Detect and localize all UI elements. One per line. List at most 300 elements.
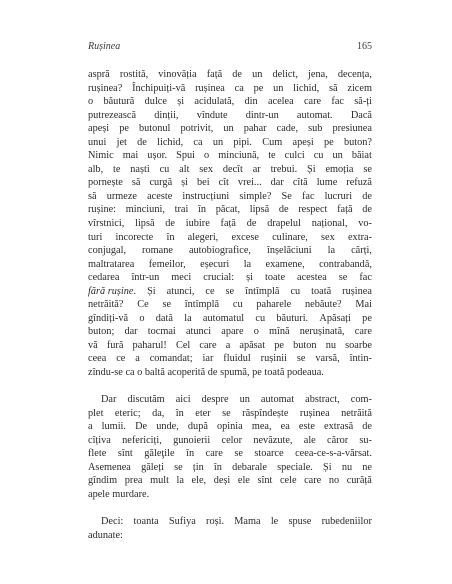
word: să: [131, 177, 141, 189]
word: băutură: [103, 96, 135, 108]
word: apăsat: [239, 339, 266, 351]
word: vo-: [358, 218, 372, 230]
word: întîmplă: [245, 285, 280, 297]
word: toate: [265, 272, 286, 284]
word: pe: [274, 339, 284, 351]
word: emoția: [325, 163, 354, 175]
word: cele: [279, 475, 297, 487]
word: alt: [179, 163, 190, 175]
word: pornește: [88, 177, 123, 189]
text-line: zîndu-se ca o baltă acoperită de spumă, pe toată podeaua.: [88, 367, 324, 379]
word: extrasă: [324, 421, 354, 433]
word: lipsă: [249, 204, 270, 216]
word: într-un: [131, 272, 160, 284]
word: rostită,: [119, 69, 149, 80]
word: opinia: [217, 421, 243, 433]
word: gîndim: [88, 475, 118, 487]
word: o: [253, 326, 259, 338]
text-line: [88, 339, 372, 353]
word: Se: [281, 190, 292, 202]
word: găleți: [141, 461, 164, 473]
word: examene,: [265, 258, 305, 270]
word: dar: [270, 177, 284, 189]
word: sex: [321, 231, 335, 243]
word: atunci: [185, 326, 212, 338]
word: aceste: [147, 190, 173, 202]
word: Mama: [234, 516, 261, 528]
word: plet: [88, 407, 104, 419]
word: ce: [116, 353, 126, 365]
word: alegeri,: [187, 231, 219, 243]
word: trai: [174, 204, 189, 216]
word: abstract,: [305, 394, 340, 406]
word: spuse: [288, 516, 312, 528]
word: în: [175, 407, 184, 419]
word: delict,: [272, 69, 298, 80]
text-line: [88, 149, 372, 163]
word: buton: [293, 339, 317, 351]
word: nu: [341, 461, 353, 473]
word: decît: [222, 163, 243, 175]
word: de: [362, 421, 372, 433]
word: te: [113, 163, 121, 175]
word: din: [244, 96, 258, 108]
word: su-: [359, 434, 372, 446]
word: fură: [106, 339, 124, 351]
word: se: [296, 353, 306, 365]
word: pe: [323, 136, 334, 148]
word: atunci,: [166, 285, 195, 297]
word: Nimic: [88, 150, 114, 162]
word: rușinea: [342, 285, 372, 297]
word: trebui.: [270, 163, 298, 175]
word: urmeze: [106, 190, 137, 202]
word: un: [223, 123, 234, 135]
word: dată: [155, 312, 173, 324]
page-number: 165: [357, 41, 372, 52]
word: un: [332, 150, 343, 162]
word: ușor.: [147, 150, 168, 162]
word: și: [177, 96, 185, 108]
word: cărți,: [351, 245, 372, 257]
word: ca: [193, 136, 203, 148]
paragraph-gap: [88, 502, 372, 516]
word: de: [362, 204, 372, 216]
text-line: [88, 325, 372, 339]
word: aici: [175, 394, 191, 406]
word: curgă: [149, 177, 173, 189]
word: paharul!: [132, 339, 167, 351]
word: la: [327, 245, 336, 257]
word: se: [338, 272, 348, 284]
text-line: [88, 298, 372, 312]
word: pe: [119, 123, 129, 135]
word: jet: [116, 136, 127, 148]
word: curăță: [346, 475, 372, 487]
word: păcat,: [215, 204, 241, 216]
word: aspră: [88, 69, 110, 80]
word: vîrstnici,: [88, 218, 125, 230]
word: ar: [252, 163, 261, 175]
word: fac: [301, 190, 315, 202]
word: turi: [88, 231, 103, 243]
word: zicem: [347, 82, 372, 94]
word: se: [162, 299, 172, 311]
word: soarbe: [345, 339, 372, 351]
word: Cum: [262, 136, 283, 148]
word: în: [166, 231, 175, 243]
word: sînt: [117, 448, 133, 460]
running-header: [88, 40, 372, 54]
word: dar: [124, 326, 138, 338]
word: se: [363, 163, 372, 175]
text-line: [88, 231, 372, 245]
text-line: [88, 515, 372, 529]
text-line: [88, 312, 372, 326]
word: cît: [218, 177, 229, 189]
word: instrucțiuni: [182, 190, 230, 202]
running-title: Rușinea: [88, 41, 121, 52]
word: vrei...: [237, 177, 262, 189]
word: să: [88, 190, 97, 202]
word: ceea-ce-s-a-vărsat.: [295, 448, 372, 460]
word: care: [304, 475, 322, 487]
word: Mai: [355, 299, 372, 311]
word: Asemenea: [88, 461, 131, 473]
word: buton?: [343, 136, 372, 148]
word: no: [328, 475, 340, 487]
word: Cel: [175, 339, 191, 351]
word: ceea: [88, 353, 107, 365]
word: o: [204, 150, 210, 162]
word: de: [232, 69, 242, 80]
word: lume: [316, 177, 338, 189]
text-line: [88, 352, 372, 366]
word: apare: [221, 326, 244, 338]
word: cîtă: [292, 177, 308, 189]
word: bei: [197, 177, 210, 189]
word: alb,: [88, 163, 104, 175]
word: varsă,: [315, 353, 340, 365]
word: pe: [253, 82, 264, 94]
text-line: [88, 122, 372, 136]
word: despre: [201, 394, 229, 406]
word: potrivit,: [180, 123, 214, 135]
word: mea,: [251, 421, 272, 433]
word: autobiografice,: [188, 245, 251, 257]
word: extra-: [347, 231, 372, 243]
word: cade,: [276, 123, 299, 135]
word: Sufiya: [168, 516, 196, 528]
word: decența,: [337, 69, 372, 80]
word: de: [137, 136, 147, 148]
paragraph-gap: [88, 380, 372, 394]
word: ele: [237, 475, 250, 487]
word: în: [213, 461, 222, 473]
word: unde,: [156, 421, 179, 433]
word: contrabandă,: [319, 258, 372, 270]
word: pahar: [243, 123, 267, 135]
word: roși.: [206, 516, 225, 528]
word: incorecte: [115, 231, 154, 243]
word: crucial:: [203, 272, 235, 284]
word: ce: [205, 285, 215, 297]
text-line: [88, 217, 372, 231]
word: vîndute: [196, 109, 228, 121]
word: Dar: [101, 394, 117, 406]
word: cîțiva: [88, 434, 111, 446]
word: presiunea: [332, 123, 372, 135]
text-line: [88, 474, 372, 488]
word: automatul: [202, 312, 245, 324]
text-line: [88, 393, 372, 407]
word: să: [329, 82, 338, 94]
text-line: [88, 68, 372, 82]
word: cu: [232, 299, 243, 311]
word: refuză: [346, 177, 372, 189]
word: debarale: [232, 461, 267, 473]
word: de: [278, 204, 289, 216]
word: sînt: [257, 475, 273, 487]
word: care: [303, 96, 322, 108]
word: automat: [260, 394, 295, 406]
word: față: [206, 69, 223, 80]
word: naști: [130, 163, 150, 175]
word: căror: [327, 434, 349, 446]
word: la: [176, 475, 184, 487]
word: național,: [311, 218, 348, 230]
text-line: [88, 95, 372, 109]
word: vă: [88, 339, 98, 351]
word: putrezească: [88, 109, 137, 121]
word: lichid,: [157, 136, 184, 148]
word: culinare,: [272, 231, 308, 243]
text-line: adunate:: [88, 529, 123, 541]
word: este: [298, 421, 315, 433]
word: apeși: [292, 136, 314, 148]
text-line: [88, 447, 372, 461]
word: Dacă: [350, 109, 372, 121]
word: se: [174, 461, 183, 473]
word: nebăute?: [305, 299, 342, 311]
word: prea: [124, 475, 143, 487]
word: da,: [152, 407, 165, 419]
text-line: [88, 461, 372, 475]
word: drapelul: [267, 218, 301, 230]
text-line: [88, 407, 372, 421]
word: rușinii: [260, 353, 287, 365]
word: care: [354, 326, 372, 338]
word: pe: [362, 312, 372, 324]
word: să-ți: [354, 96, 372, 108]
word: cu: [159, 163, 170, 175]
word: ne: [362, 461, 372, 473]
word: cu: [313, 150, 324, 162]
word: dulce: [144, 96, 167, 108]
word: Și: [323, 461, 332, 473]
word: față: [220, 218, 236, 230]
word: Și: [147, 285, 156, 297]
word: dinții,: [154, 109, 179, 121]
word: de: [246, 218, 257, 230]
word: a: [225, 339, 231, 351]
word: întîmplă: [184, 299, 220, 311]
word: cedarea: [88, 272, 120, 284]
word: gîndiți-vă: [88, 312, 129, 324]
word: rușinea: [299, 407, 330, 419]
word: ele,: [191, 475, 207, 487]
word: o: [88, 96, 94, 108]
word: un: [252, 69, 263, 80]
word: băiat: [351, 150, 372, 162]
word: un: [212, 136, 224, 148]
word: un: [273, 82, 284, 94]
word: toanta: [133, 516, 159, 528]
word: a: [135, 353, 140, 365]
word: mînă: [268, 326, 290, 338]
word: nu: [325, 339, 336, 351]
word: stoarce: [254, 448, 284, 460]
word: cu: [290, 285, 301, 297]
word: rușinea: [195, 82, 225, 94]
word: celor: [221, 434, 243, 446]
word: în: [186, 448, 195, 460]
word: mai: [122, 150, 139, 162]
word: sex: [199, 163, 214, 175]
text-line: [88, 109, 372, 123]
word: în: [198, 204, 207, 216]
word: de: [165, 218, 175, 230]
word: sub: [308, 123, 323, 135]
word: băuturi.: [276, 312, 309, 324]
word: se: [225, 285, 235, 297]
text-line: [88, 82, 372, 96]
word: lipsă: [135, 218, 155, 230]
word: ea: [280, 421, 290, 433]
text-line: [88, 271, 372, 285]
word: înșelăciuni: [267, 245, 312, 257]
text-line: [88, 420, 372, 434]
word: după: [187, 421, 208, 433]
word: speciale.: [277, 461, 313, 473]
text-line: [88, 434, 372, 448]
word: nevăzute,: [253, 434, 293, 446]
word: buton;: [88, 326, 115, 338]
body-text: [88, 68, 372, 542]
word: eter: [195, 407, 211, 419]
word: meci: [171, 272, 192, 284]
word: Și: [307, 163, 316, 175]
word: paharele: [256, 299, 292, 311]
word: față: [337, 204, 353, 216]
word: netrăită: [341, 407, 372, 419]
word: apeși: [88, 123, 110, 135]
word: deși: [213, 475, 231, 487]
word: găleţile: [144, 448, 175, 460]
word: discutăm: [127, 394, 165, 406]
word: acidulată,: [194, 96, 235, 108]
text-line: [88, 258, 372, 272]
word: ale: [303, 434, 316, 446]
word: comandat;: [149, 353, 193, 365]
word: culci: [284, 150, 305, 162]
word: un: [239, 394, 250, 406]
word: jena,: [308, 69, 328, 80]
text-line: [88, 163, 372, 177]
word: com-: [350, 394, 372, 406]
word: flete: [88, 448, 107, 460]
word: eteric;: [114, 407, 141, 419]
italic-word: fără rușine.: [88, 285, 137, 297]
word: Deci:: [101, 516, 124, 528]
word: conjugal,: [88, 245, 127, 257]
word: fac: [359, 272, 372, 284]
word: țin: [192, 461, 204, 473]
word: Spui: [176, 150, 195, 162]
text-line: [88, 244, 372, 258]
word: excese: [231, 231, 259, 243]
word: de: [362, 190, 372, 202]
word: romane: [142, 245, 173, 257]
word: netrăită?: [88, 299, 124, 311]
word: lichid,: [293, 82, 320, 94]
word: De: [135, 421, 148, 433]
word: Ce: [137, 299, 149, 311]
word: eșecuri: [200, 258, 230, 270]
word: automat.: [296, 109, 333, 121]
word: nefericiți,: [122, 434, 162, 446]
word: și: [181, 177, 189, 189]
word: simple?: [239, 190, 272, 202]
word: fac: [331, 96, 344, 108]
word: acestea: [297, 272, 327, 284]
word: acelea: [267, 96, 294, 108]
word: care: [205, 448, 223, 460]
word: și: [246, 272, 254, 284]
word: care: [199, 339, 217, 351]
word: respect: [298, 204, 328, 216]
word: le: [270, 516, 279, 528]
word: unui: [88, 136, 107, 148]
word: fluidul: [223, 353, 251, 365]
word: lumii.: [101, 421, 126, 433]
word: minciună,: [218, 150, 260, 162]
word: butonul: [138, 123, 171, 135]
text-line: [88, 176, 372, 190]
text-line: [88, 203, 372, 217]
word: Închipuiți-vă: [132, 82, 186, 94]
word: răspîndește: [242, 407, 289, 419]
word: femeilor,: [148, 258, 186, 270]
word: gunoierii: [173, 434, 211, 446]
word: mult: [150, 475, 169, 487]
word: se: [222, 407, 231, 419]
word: pipi.: [233, 136, 252, 148]
word: ca: [234, 82, 244, 94]
word: tocmai: [147, 326, 176, 338]
word: iubire: [185, 218, 210, 230]
text-line: [88, 136, 372, 150]
word: a: [88, 421, 93, 433]
word: o: [139, 312, 145, 324]
word: rușine:: [88, 204, 117, 216]
word: Apăsați: [319, 312, 351, 324]
text-line: [88, 285, 372, 299]
text-line: [88, 190, 372, 204]
word: rubedeniilor: [321, 516, 372, 528]
word: maltratarea: [88, 258, 135, 270]
word: la: [184, 312, 192, 324]
